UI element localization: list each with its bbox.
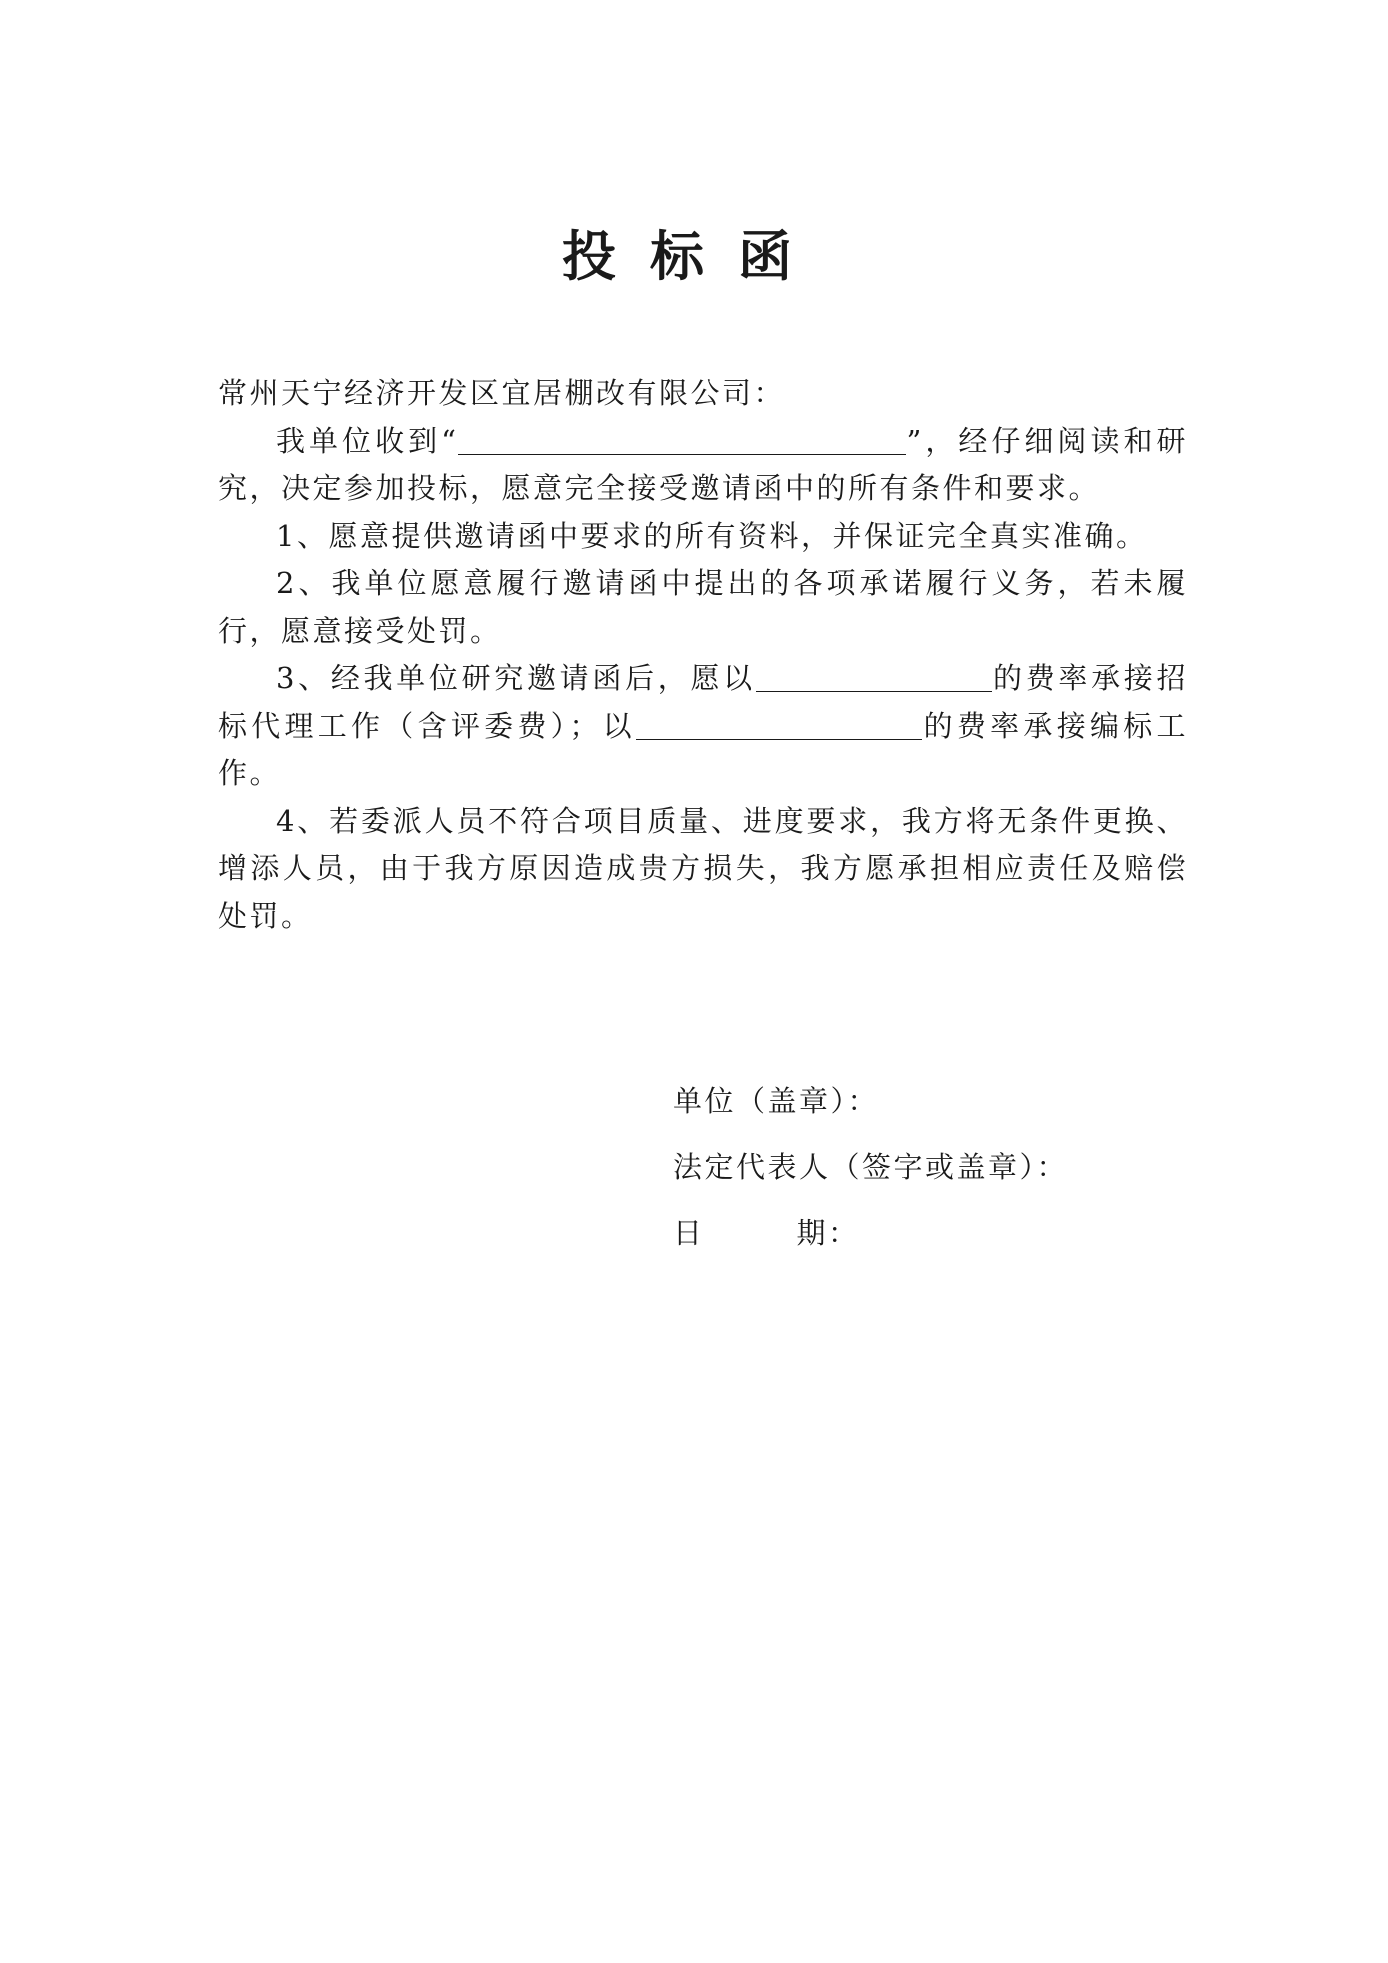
intro-before: 我单位收到“ bbox=[276, 423, 459, 458]
item-4: 4、若委派人员不符合项目质量、进度要求，我方将无条件更换、增添人员，由于我方原因造成贵方损失，我方愿承担相应责任及赔偿处罚。 bbox=[218, 803, 1188, 933]
item-3-part-3: 的费率承接编标工作。 bbox=[218, 708, 1188, 790]
letter-body bbox=[218, 370, 1188, 940]
date-label bbox=[673, 1200, 1068, 1266]
invitation-name-blank[interactable] bbox=[458, 424, 906, 455]
date-label-right: 期： bbox=[796, 1216, 860, 1250]
bid-compilation-rate-blank[interactable] bbox=[636, 709, 922, 740]
document-title: 投标函 bbox=[562, 225, 826, 288]
item-3-part-1: 3、经我单位研究邀请函后，愿以 bbox=[276, 661, 756, 695]
addressee: 常州天宁经济开发区宜居棚改有限公司： bbox=[218, 376, 786, 410]
date-label-left: 日 bbox=[673, 1216, 705, 1250]
legal-representative-label: 法定代表人（签字或盖章）： bbox=[673, 1150, 1069, 1184]
item-3 bbox=[218, 655, 1188, 798]
signature-block bbox=[673, 1068, 1068, 1266]
agency-rate-blank[interactable] bbox=[756, 661, 992, 692]
intro-after: ”，经仔细阅读和研究，决定参加投标，愿意完全接受邀请函中的所有条件和要求。 bbox=[218, 423, 1189, 505]
item-3-part-2: 的费率承接招标代理工作（含评委费）；以 bbox=[218, 661, 1188, 743]
unit-seal-label: 单位（盖章）： bbox=[673, 1084, 880, 1118]
intro-paragraph bbox=[218, 418, 1188, 513]
item-1: 1、愿意提供邀请函中要求的所有资料，并保证完全真实准确。 bbox=[276, 518, 1148, 553]
item-2: 2、我单位愿意履行邀请函中提出的各项承诺履行义务，若未履行，愿意接受处罚。 bbox=[218, 566, 1188, 648]
